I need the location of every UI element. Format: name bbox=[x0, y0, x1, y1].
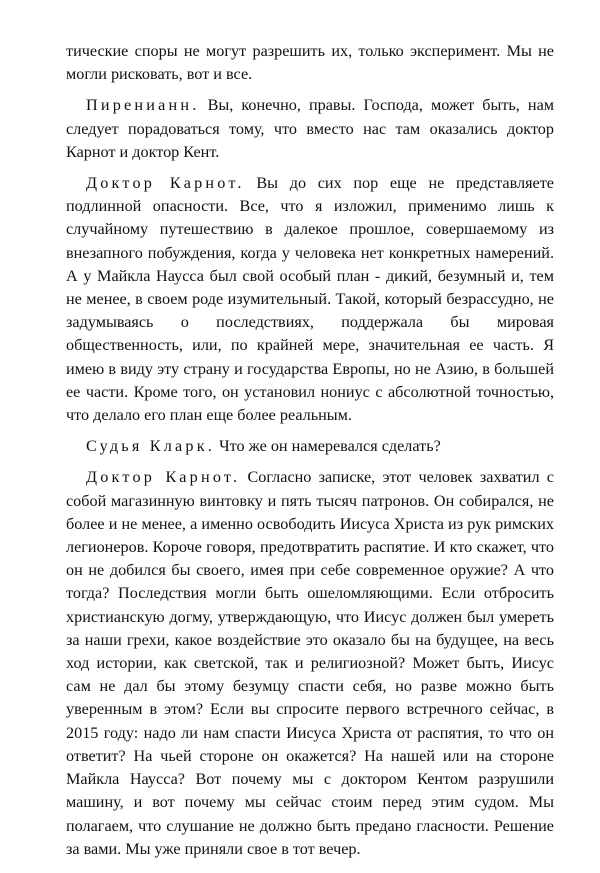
paragraph-text: Вы, конечно, правы. Господа, может быть, нам следует порадоваться тому, что вместо нас там оказались доктор Карнот и доктор Кент. bbox=[66, 96, 554, 161]
paragraph-5 bbox=[66, 466, 554, 860]
speaker-name: Доктор Карнот. bbox=[86, 174, 245, 193]
speaker-name: Судья Кларк. bbox=[86, 437, 216, 456]
paragraph-text: Согласно записке, этот человек захватил с собой магазинную винтовку и пять тысяч патронов. Он собирался, не более и не менее, а именно освободить Иисуса Христа из рук римских легионеров. Короче говоря, предотвратить распятие. И кто скажет, что он не добился бы своего, имея при себе современное оружие? А что тогда? Последствия могли быть ошеломляющими. Если отбросить христианскую догму, утверждающую, что Иисус должен был умереть за наши грехи, какое воздействие это оказало бы на будущее, на весь ход истории, как светской, так и религиозной? Может быть, Иисус сам не дал бы этому безумцу спасти себя, но разве можно быть уверенным в этом? Если вы спросите первого встречного сейчас, в 2015 году: надо ли нам спасти Иисуса Христа от распятия, то что он ответит? На чьей стороне он окажется? На нашей или на стороне Майкла Наусса? Вот почему мы с доктором Кентом разрушили машину, и вот почему мы сейчас стоим перед этим судом. Мы полагаем, что слушание не должно быть предано гласности. Решение за вами. Мы уже приняли свое в тот вечер. bbox=[66, 468, 554, 858]
paragraph-2 bbox=[66, 94, 554, 164]
paragraph-3 bbox=[66, 172, 554, 427]
paragraph-1 bbox=[66, 40, 554, 86]
speaker-name: Доктор Карнот. bbox=[86, 468, 241, 487]
paragraph-text: Что же он намеревался сделать? bbox=[215, 437, 441, 456]
paragraph-text: Вы до сих пор еще не представляете подлинной опасности. Все, что я изложил, применимо лишь к случайному путешествию в далекое прошлое, совершаемому из внезапного побуждения, когда у человека нет конкретных намерений. А у Майкла Наусса был свой особый план - дикий, безумный и, тем не менее, в своем роде изумительный. Такой, который безрассудно, не задумываясь о последствиях, поддержала бы мировая общественность, или, по крайней мере, значительная ее часть. Я имею в виду эту страну и государства Европы, но не Азию, в большей ее части. Кроме того, он установил нониус с абсолютной точностью, что делало его план еще более реальным. bbox=[66, 174, 554, 425]
paragraph-4 bbox=[66, 435, 554, 458]
speaker-name: Пиренианн. bbox=[86, 96, 200, 115]
document-page bbox=[66, 40, 554, 869]
paragraph-text: тические споры не могут разрешить их, только эксперимент. Мы не могли рисковать, вот и все. bbox=[66, 42, 554, 84]
